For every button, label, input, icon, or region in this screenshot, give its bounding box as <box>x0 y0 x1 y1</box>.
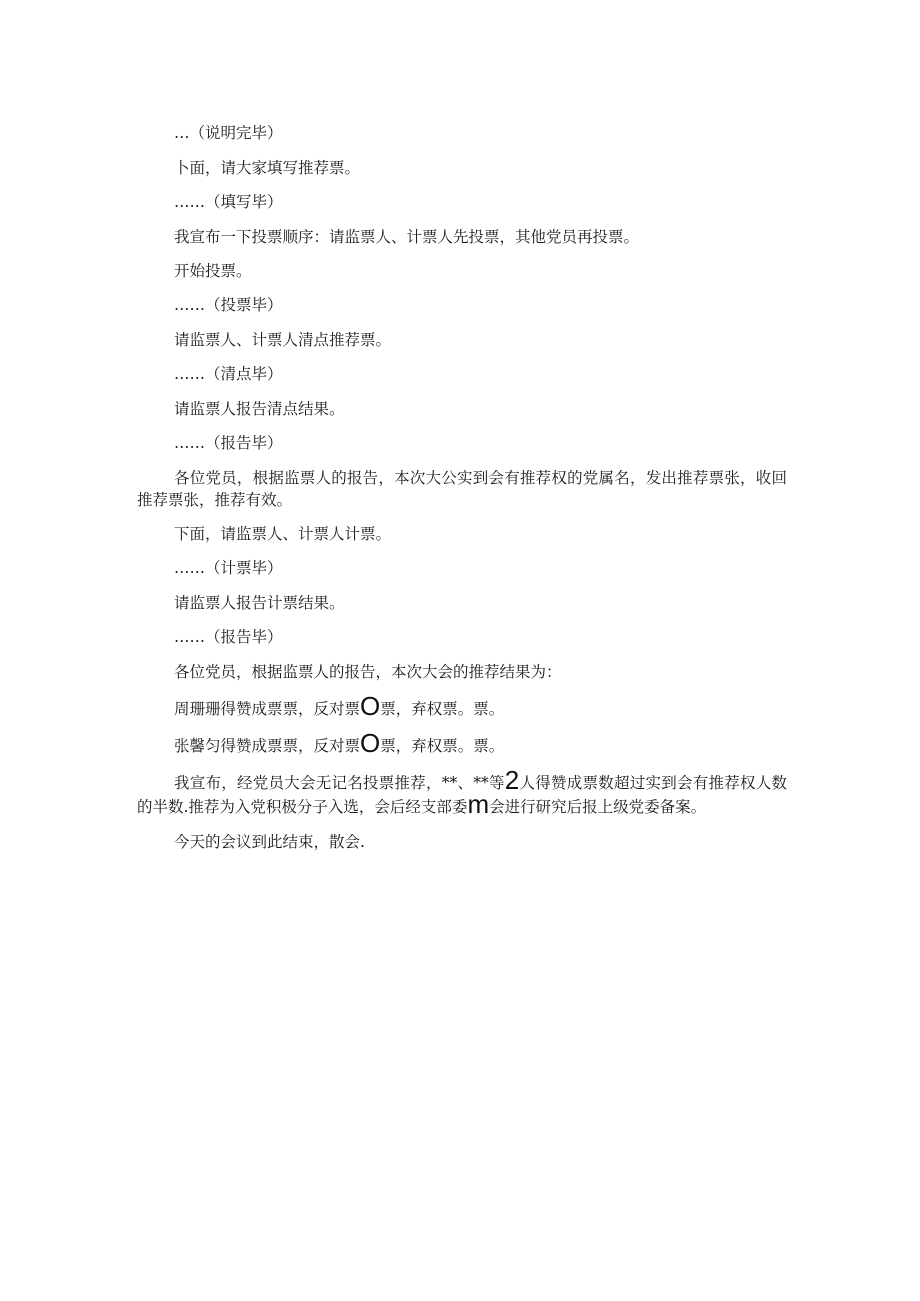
result-line-1-before: 周珊珊得赞成票票，反对票 <box>174 700 361 718</box>
result-line-1-big: O <box>360 691 381 721</box>
result-line-2-before: 张馨匀得赞成票票，反对票 <box>174 737 361 755</box>
paragraph-report-done: ……（报告毕） <box>174 434 283 452</box>
paragraph-report-tally-done: ……（报告毕） <box>174 628 283 646</box>
paragraph-fill-done: ……（填写毕） <box>174 193 283 211</box>
result-line-2-after: 票，弃权票。票。 <box>380 737 505 755</box>
paragraph-report-count: 请监票人报告清点结果。 <box>174 400 345 418</box>
announcement-paragraph <box>137 765 787 819</box>
result-line-1-after: 票，弃权票。票。 <box>380 700 505 718</box>
result-line-2-big: O <box>360 728 381 758</box>
paragraph-attendance: 各位党员，根据监票人的报告，本次大公实到会有推荐权的党属名，发出推荐票张，收回推荐票张，推荐有效。 <box>137 469 787 509</box>
paragraph-start-voting: 开始投票。 <box>174 262 252 280</box>
paragraph-count-done: ……（清点毕） <box>174 365 283 383</box>
announcement-part-3: 会进行研究后报上级党委备案。 <box>489 798 707 816</box>
paragraph-explanation-done: …（说明完毕） <box>174 124 283 142</box>
paragraph-tally: 下面，请监票人、计票人计票。 <box>174 525 392 543</box>
announcement-part-1: 我宣布，经党员大会无记名投票推荐，**、**等 <box>174 774 505 792</box>
result-line-1 <box>137 691 787 721</box>
paragraph-tally-done: ……（计票毕） <box>174 559 283 577</box>
paragraph-report-tally: 请监票人报告计票结果。 <box>174 594 345 612</box>
result-line-2 <box>137 728 787 758</box>
paragraph-fill-ballot: 卜面，请大家填写推荐票。 <box>174 159 361 177</box>
announcement-part-2: 人得赞成票数超过实到会有推荐权人数的半数.推荐为入党积极分子入选，会后经支部委 <box>137 774 787 816</box>
document-page <box>137 122 787 853</box>
paragraph-count-ballots: 请监票人、计票人清点推荐票。 <box>174 331 392 349</box>
announcement-big-1: 2 <box>504 765 520 795</box>
announcement-big-2: m <box>467 789 490 819</box>
paragraph-voting-order: 我宣布一下投票顺序：请监票人、计票人先投票，其他党员再投票。 <box>174 228 640 246</box>
paragraph-results-intro: 各位党员，根据监票人的报告，本次大会的推荐结果为： <box>174 663 562 681</box>
paragraph-voting-done: ……（投票毕） <box>174 296 283 314</box>
closing-paragraph: 今天的会议到此结束，散会. <box>174 833 365 851</box>
